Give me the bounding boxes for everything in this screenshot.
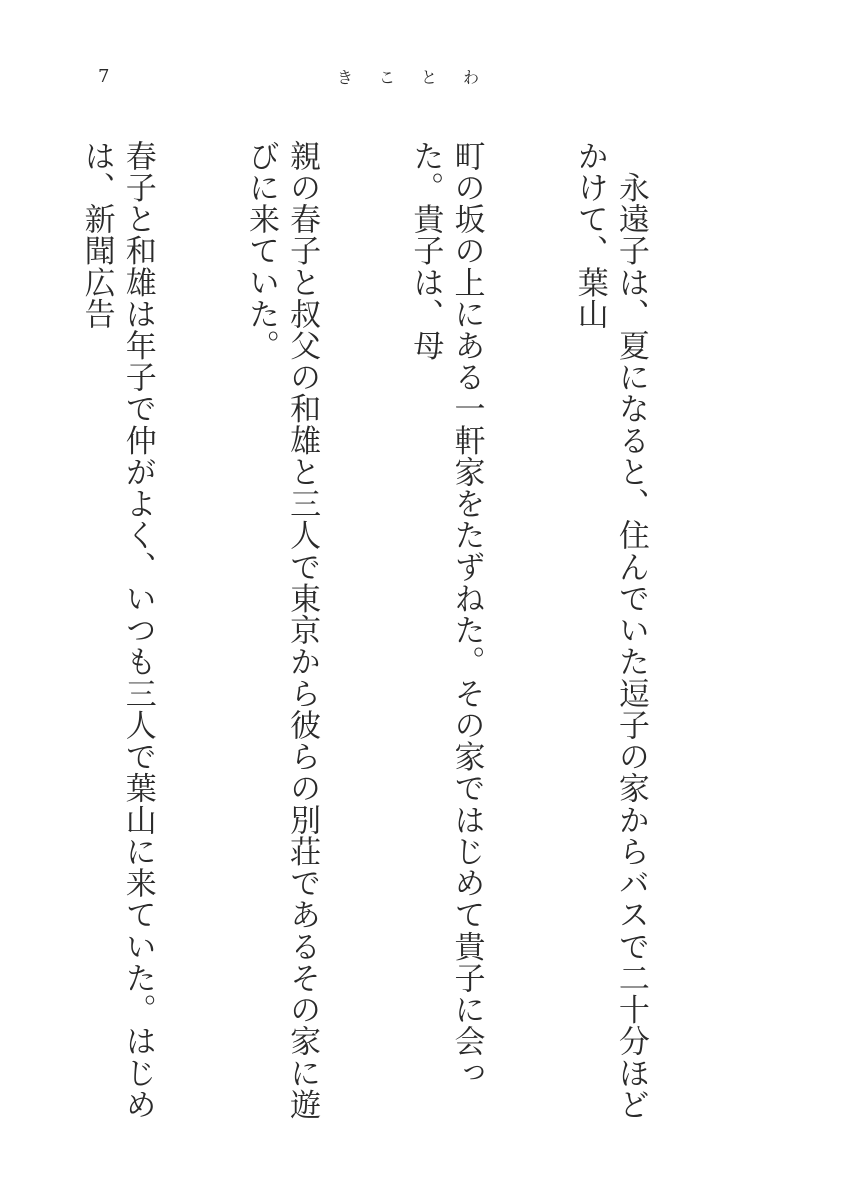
running-title: きことわ <box>337 68 506 87</box>
text-line: 春子と和雄は年子で仲がよく、いつも三人で葉山に来ていた。はじめは、新聞広告 <box>78 140 156 1121</box>
text-line: 親の春子と叔父の和雄と三人で東京から彼らの別荘であるその家に遊びに来ていた。 <box>242 140 321 1121</box>
body-text <box>0 140 733 1140</box>
text-line: 町の坂の上にある一軒家をたずねた。その家ではじめて貴子に会った。貴子は、母 <box>407 140 485 1089</box>
page-number: 7 <box>98 66 110 87</box>
text-line: 永遠子は、夏になると、住んでいた逗子の家からバスで二十分ほどかけて、葉山 <box>571 140 649 1121</box>
